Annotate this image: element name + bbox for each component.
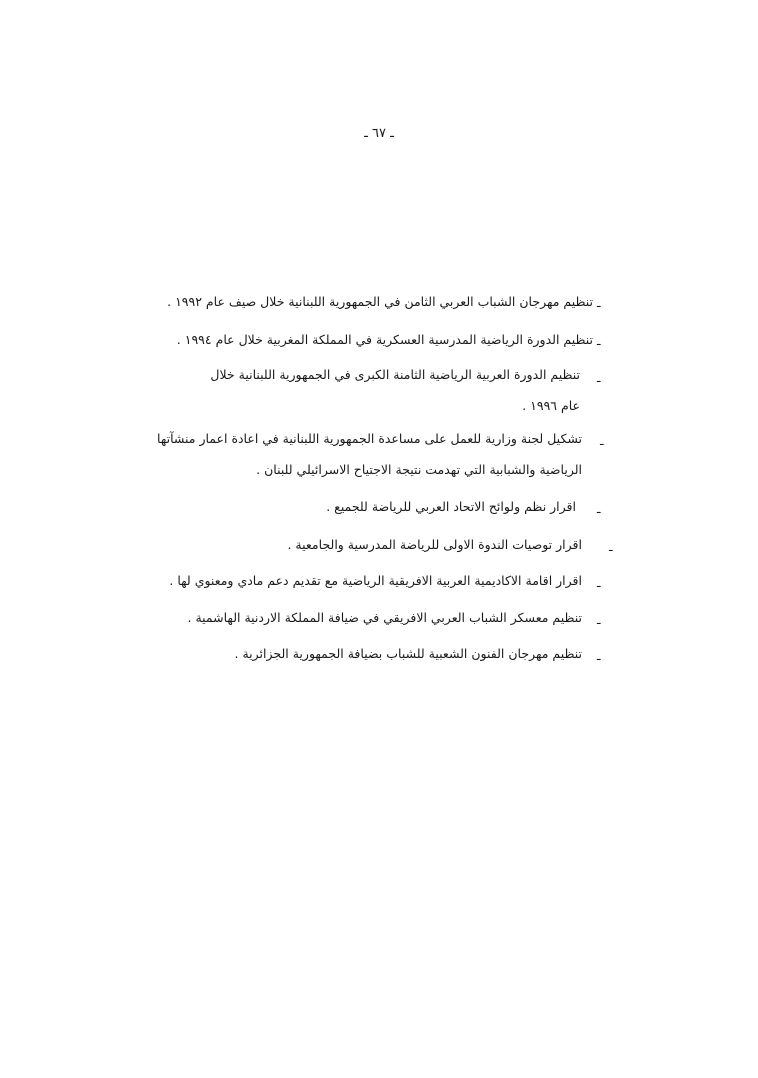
list-item-text: تشكيل لجنة وزارية للعمل على مساعدة الجمهورية اللبنانية في اعادة اعمار منشآتها (157, 431, 582, 446)
list-item-text: تنظيم معسكر الشباب العربي الافريقي في ضيافة المملكة الاردنية الهاشمية . (187, 610, 582, 625)
list-item-text: اقرار اقامة الاكاديمية العربية الافريقية الرياضية مع تقديم دعم مادي ومعنوي لها . (169, 573, 582, 588)
bullet-dash: ـ (597, 502, 601, 516)
list-item-text: اقرار توصيات الندوة الاولى للرياضة المدرسية والجامعية . (287, 537, 582, 552)
bullet-dash: ـ (609, 540, 613, 554)
list-item-text: تنظيم مهرجان الشباب العربي الثامن في الجمهورية اللبنانية خلال صيف عام ١٩٩٢ . (167, 294, 593, 309)
bullet-dash: ـ (597, 613, 601, 627)
list-item-text: تنظيم مهرجان الفنون الشعبية للشباب بضيافة الجمهورية الجزائرية . (234, 646, 582, 661)
list-item-text: تنظيم الدورة العربية الرياضية الثامنة الكبرى في الجمهورية اللبنانية خلال (210, 367, 580, 382)
list-item-text-continued: عام ١٩٩٦ . (522, 398, 580, 413)
bullet-dash: ـ (597, 296, 601, 310)
bullet-dash: ـ (597, 576, 601, 590)
bullet-dash: ـ (597, 334, 601, 348)
list-item-text-continued: الرياضية والشبابية التي تهدمت نتيجة الاجتياح الاسرائيلي للبنان . (256, 462, 582, 477)
list-item-text: اقرار نظم ولوائح الاتحاد العربي للرياضة للجميع . (326, 499, 576, 514)
list-item-text: تنظيم الدورة الرياضية المدرسية العسكرية في المملكة المغربية خلال عام ١٩٩٤ . (176, 332, 593, 347)
bullet-dash: ـ (597, 649, 601, 663)
bullet-dash: ـ (600, 434, 604, 448)
bullet-dash: ـ (597, 371, 601, 385)
page-number: ـ ٦٧ ـ (364, 126, 394, 141)
